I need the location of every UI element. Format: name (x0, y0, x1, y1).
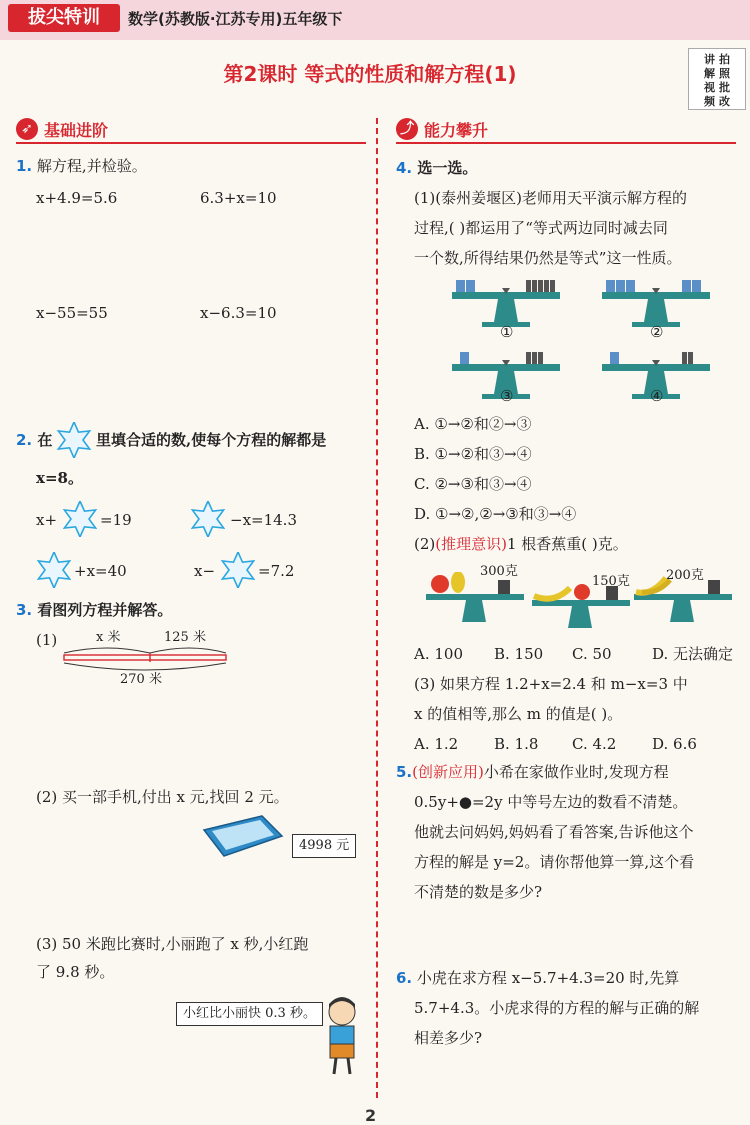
q1-heading (16, 156, 147, 176)
book-info: 数学(苏教版·江苏专用)五年级下 (128, 10, 343, 28)
q2-eq-2: −x=14.3 (230, 511, 297, 529)
q1-eq-2: 6.3+x=10 (200, 189, 277, 207)
innovation-tag: (创新应用) (412, 763, 484, 781)
q4-p1-line3: 一个数,所得结果仍然是等式”这一性质。 (414, 249, 682, 267)
star-blank-icon[interactable] (36, 552, 72, 588)
qr-label-2: 讲解视频 (704, 53, 715, 108)
reasoning-tag: (推理意识) (435, 535, 507, 553)
section-basic (16, 116, 366, 144)
star-blank-icon[interactable] (220, 552, 256, 588)
q4-p2-pre: (2) (414, 535, 436, 553)
q2-eq-1-left: x+ (36, 511, 58, 529)
weight-label-1: 300克 (480, 564, 518, 579)
q1-number: 1. (16, 157, 33, 175)
star-blank-icon[interactable] (190, 501, 226, 537)
q4-p1-option-b[interactable]: B. ①→②和③→④ (414, 445, 532, 463)
q1-eq-4: x−6.3=10 (200, 304, 277, 322)
q3-p3-line1: (3) 50 米跑比赛时,小丽跑了 x 秒,小红跑 (36, 935, 309, 953)
weight-label-3: 200克 (666, 568, 704, 583)
q4-p2-option-b[interactable]: B. 150 (494, 645, 544, 663)
q4-title: 选一选。 (417, 159, 478, 177)
q4-p1-line1: (1)(泰州姜堰区)老师用天平演示解方程的 (414, 189, 687, 207)
weight-label-2: 150克 (592, 574, 630, 589)
q5-text-3: 他就去问妈妈,妈妈看了看答案,告诉他这个 (414, 823, 694, 841)
q4-p1-option-c[interactable]: C. ②→③和③→④ (414, 475, 532, 493)
lesson-title: 第2课时 等式的性质和解方程(1) (223, 62, 517, 86)
q3-number: 3. (16, 601, 33, 619)
q3-seg1-label: x 米 (96, 630, 121, 645)
q4-p1-option-d[interactable]: D. ①→②,②→③和③→④ (414, 505, 577, 523)
star-blank-icon[interactable] (62, 501, 98, 537)
q4-p3-option-d[interactable]: D. 6.6 (652, 735, 697, 753)
q6-text-1: 小虎在求方程 x−5.7+4.3=20 时,先算 (416, 969, 680, 987)
q4-p3-line1: (3) 如果方程 1.2+x=2.4 和 m−x=3 中 (414, 675, 688, 693)
phone-image (198, 812, 288, 860)
q2-eq-1-right: =19 (100, 511, 132, 529)
q2-instruction: 里填合适的数,使每个方程的解都是 (96, 431, 327, 449)
q3-seg2-label: 125 米 (164, 630, 206, 645)
q4-p3-option-a[interactable]: A. 1.2 (414, 735, 459, 753)
q2-pre: 在 (37, 431, 53, 449)
qr-label-1: 拍照批改 (719, 53, 730, 108)
q2-number: 2. (16, 431, 33, 449)
q3-p3-line2: 了 9.8 秒。 (36, 963, 115, 981)
q2-eq-4-left: x− (194, 562, 216, 580)
q5-text-5: 不清楚的数是多少? (414, 883, 543, 901)
q3-title: 看图列方程并解答。 (37, 601, 173, 619)
q1-title: 解方程,并检验。 (36, 157, 147, 175)
scale-label-3: ③ (500, 387, 514, 405)
price-tag: 4998 元 (292, 834, 356, 858)
q3-p1-label: (1) (36, 631, 58, 649)
q4-p3-option-b[interactable]: B. 1.8 (494, 735, 539, 753)
q4-number: 4. (396, 159, 413, 177)
boy-figure (318, 994, 366, 1080)
q4-p2-option-d[interactable]: D. 无法确定 (652, 645, 734, 663)
q4-p2-question (414, 534, 628, 554)
brand-logo: 拔尖特训 (8, 4, 120, 32)
scale-label-2: ② (650, 323, 664, 341)
q6-line1 (396, 968, 679, 988)
star-blank-icon[interactable] (56, 422, 92, 458)
column-divider (376, 118, 378, 1098)
speech-bubble: 小红比小丽快 0.3 秒。 (176, 1002, 323, 1026)
climb-icon: ⤴ (396, 118, 418, 140)
q3-heading (16, 600, 172, 620)
q5-number: 5. (396, 763, 413, 781)
q6-text-3: 相差多少? (414, 1029, 483, 1047)
section-advanced-label: 能力攀升 (424, 121, 489, 140)
q2-heading (16, 430, 52, 450)
q4-p1-line2: 过程,( )都运用了“等式两边同时减去同 (414, 219, 668, 237)
q4-p3-line2: x 的值相等,那么 m 的值是( )。 (414, 705, 623, 723)
q2-eq-3: +x=40 (74, 562, 127, 580)
q5-text-1: 小希在家做作业时,发现方程 (483, 763, 669, 781)
section-advanced (396, 116, 736, 144)
q1-eq-1: x+4.9=5.6 (36, 189, 118, 207)
q2-solution: x=8。 (36, 469, 83, 487)
q4-heading (396, 158, 477, 178)
q3-total-label: 270 米 (120, 672, 162, 687)
scale-label-1: ① (500, 323, 514, 341)
q4-p3-option-c[interactable]: C. 4.2 (572, 735, 617, 753)
runner-icon: ➶ (16, 118, 38, 140)
q6-text-2: 5.7+4.3。小虎求得的方程的解与正确的解 (414, 999, 700, 1017)
scale-label-4: ④ (650, 387, 664, 405)
q4-p1-option-a[interactable]: A. ①→②和②→③ (414, 415, 532, 433)
q4-p2-option-a[interactable]: A. 100 (414, 645, 463, 663)
qr-code-box[interactable] (688, 48, 746, 110)
q3-p2-text: (2) 买一部手机,付出 x 元,找回 2 元。 (36, 788, 289, 806)
q4-p2-text: 1 根香蕉重( )克。 (506, 535, 628, 553)
q4-p2-option-c[interactable]: C. 50 (572, 645, 612, 663)
page-number: 2 (365, 1106, 377, 1125)
q5-text-4: 方程的解是 y=2。请你帮他算一算,这个看 (414, 853, 695, 871)
q5-line1 (396, 762, 669, 782)
q6-number: 6. (396, 969, 413, 987)
q1-eq-3: x−55=55 (36, 304, 108, 322)
q2-eq-4-right: =7.2 (258, 562, 295, 580)
section-basic-label: 基础进阶 (44, 121, 109, 140)
q5-text-2: 0.5y+●=2y 中等号左边的数看不清楚。 (414, 793, 688, 811)
